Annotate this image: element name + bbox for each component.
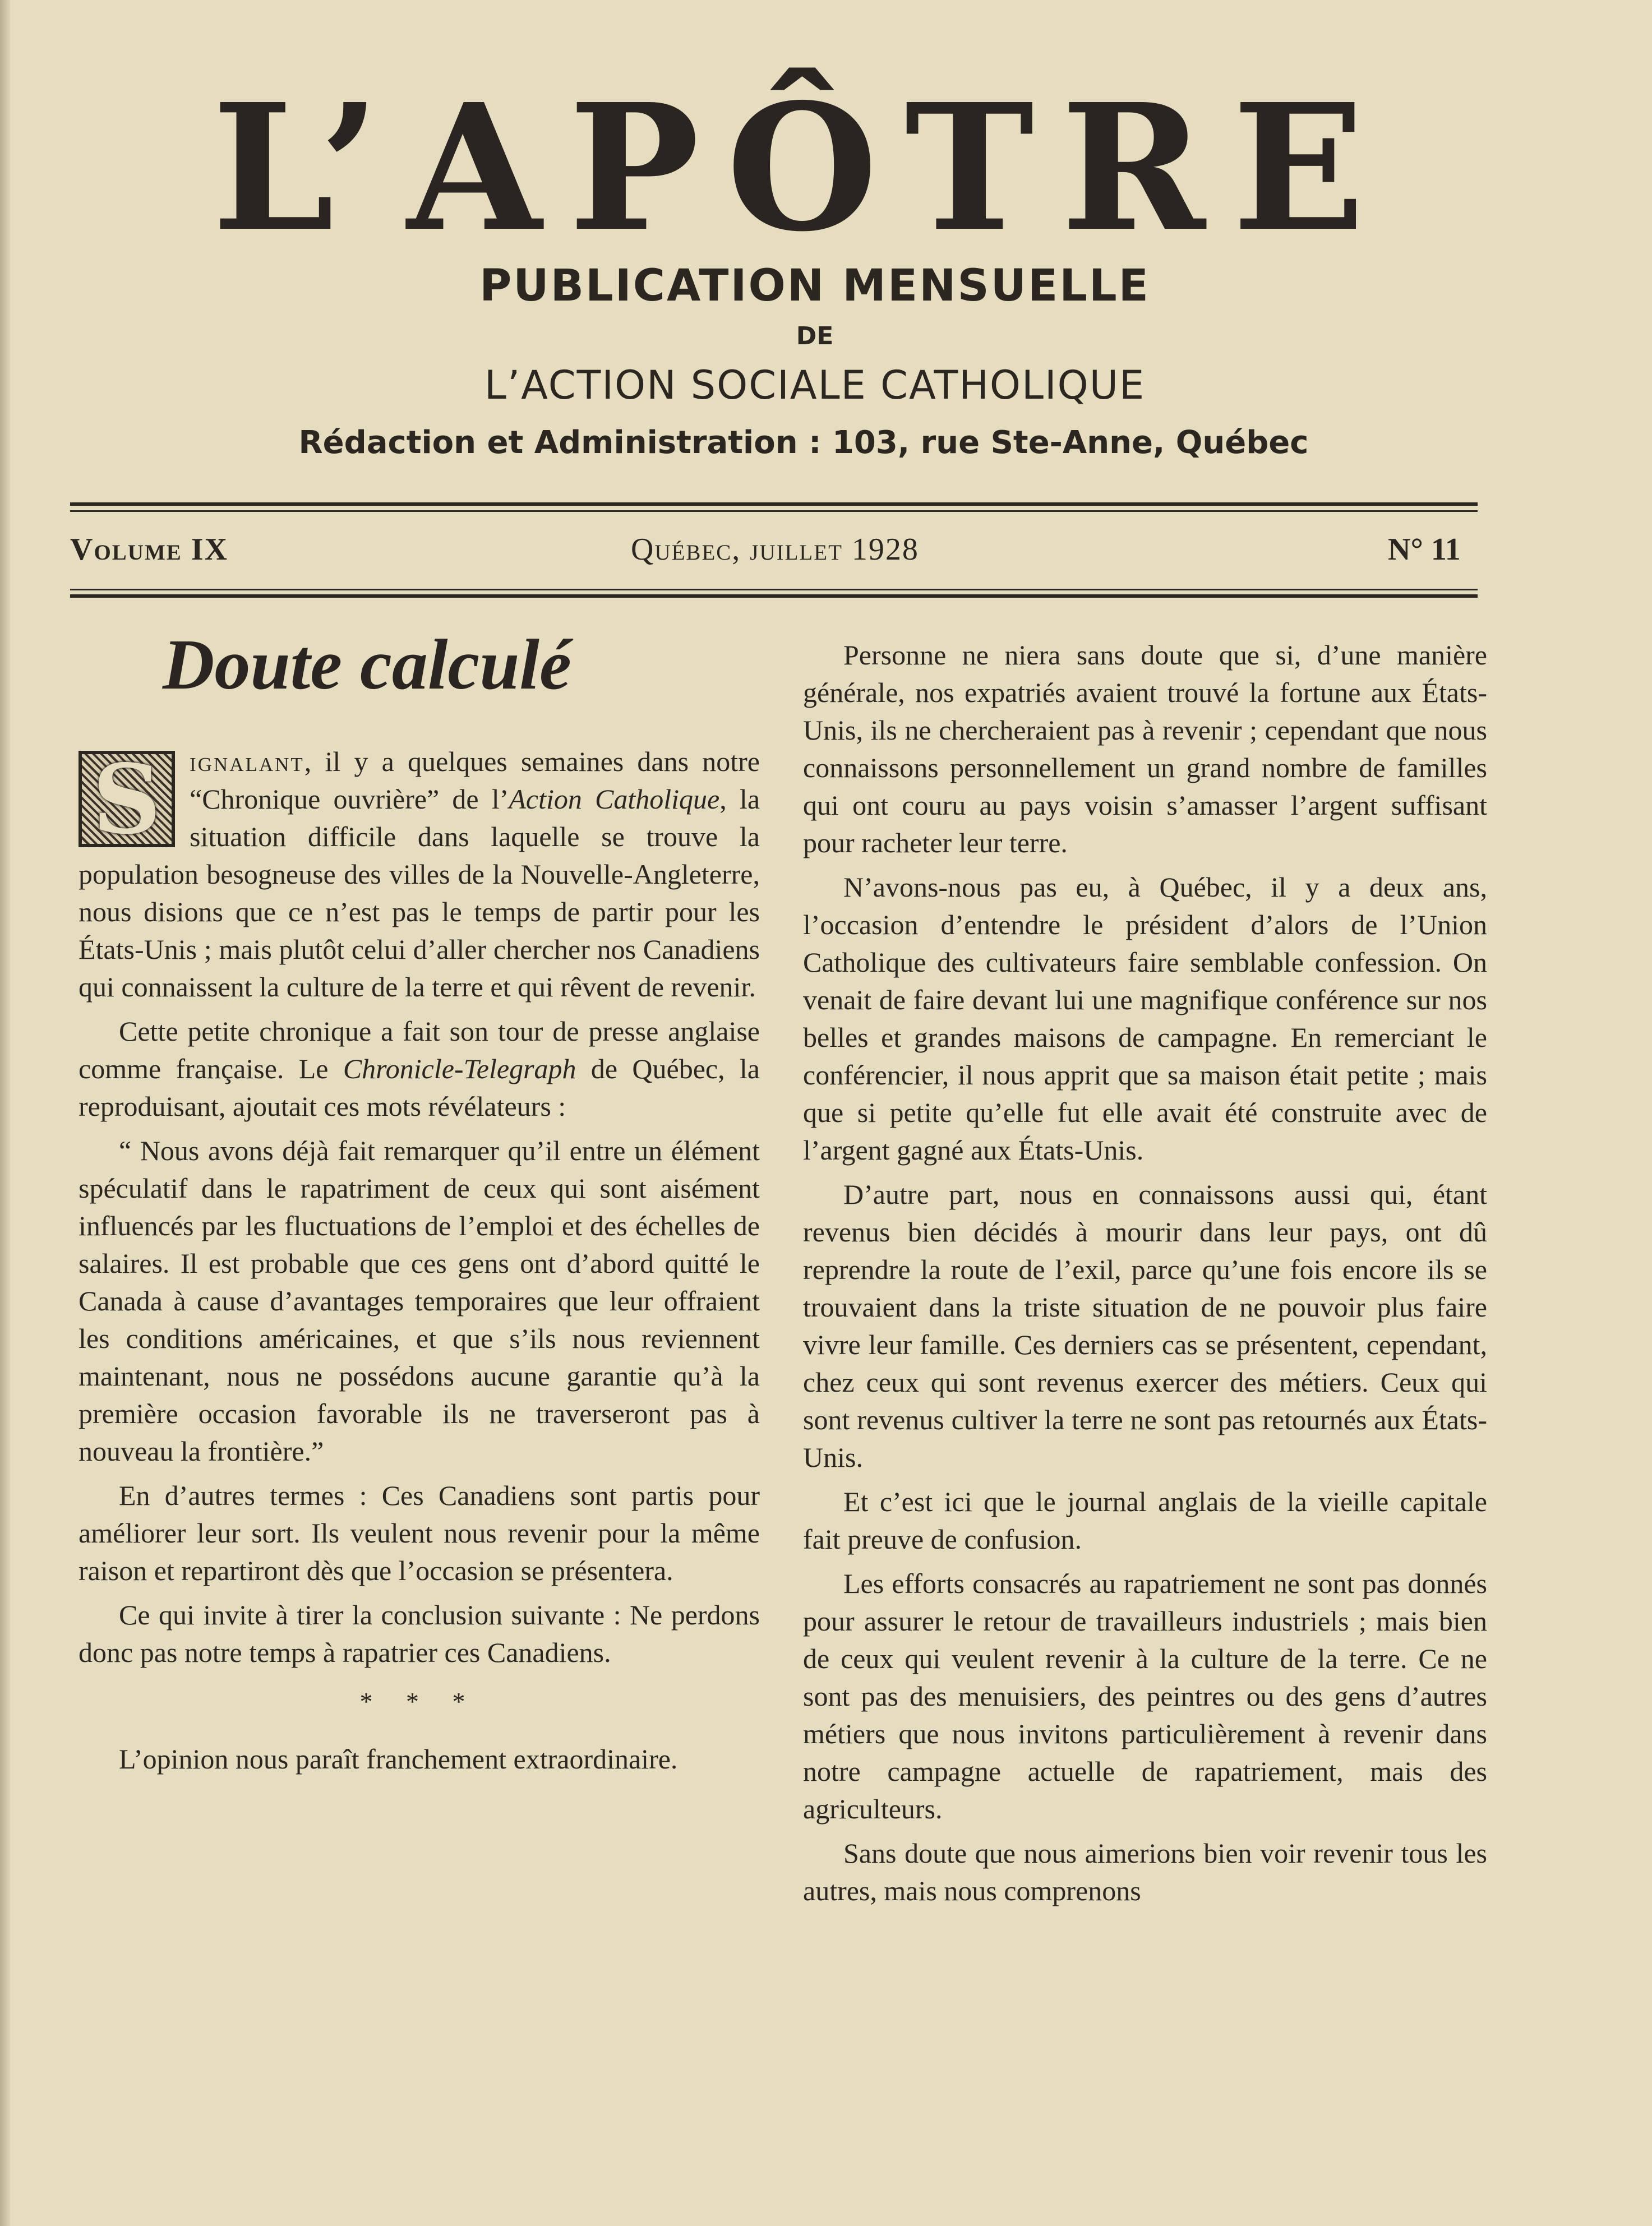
text-run: , il y a quelques semaines dans notre “Chronique ouvrière” de l’ — [190, 746, 760, 815]
paragraph: L’opinion nous paraît franchement extraordinaire. — [119, 1743, 678, 1775]
paragraph: Les efforts consacrés au rapatriement ne sont pas donnés pour assurer le retour de travailleurs industriels ; mais bien de ceux qui veulent revenir à la culture de la terre. Ce ne sont pas des menuisiers, des peintres ou des gens d’autres métiers que nous invitons particulièrement à revenir dans notre campagne actuelle de rapatriement, mais des agriculteurs. — [803, 1568, 1487, 1825]
paragraph — [79, 1013, 760, 1125]
top-rule-thick — [70, 502, 1478, 506]
volume-label: Volume IX — [70, 532, 229, 567]
paragraph — [79, 743, 760, 1006]
bottom-rule-thick — [70, 594, 1478, 598]
masthead-subtitle: PUBLICATION MENSUELLE — [479, 261, 1150, 311]
masthead-organization: L’ACTION SOCIALE CATHOLIQUE — [484, 362, 1146, 408]
issue-number: N° 11 — [1388, 532, 1461, 567]
masthead-title: L’APÔTRE — [212, 66, 1392, 270]
dropcap-letter: S — [92, 743, 161, 856]
paragraph: En d’autres termes : Ces Canadiens sont partis pour améliorer leur sort. Ils veulent nous revenir pour la même raison et repartiront dès que l’occasion se présentera. — [79, 1480, 760, 1586]
top-rule-thin — [70, 510, 1478, 512]
paragraph: Ce qui invite à tirer la conclusion suivante : Ne perdons donc pas notre temps à rapatrier ces Canadiens. — [79, 1599, 760, 1668]
text-run: de Québec, la reproduisant, ajoutait ces mots révélateurs : — [79, 1053, 760, 1122]
article-column-right — [803, 636, 1487, 1916]
ornamental-dropcap — [79, 743, 175, 856]
article-title: Doute calculé — [163, 625, 571, 704]
text-run: , la situation difficile dans laquelle se trouve la population besogneuse des villes de la Nouvelle-Angleterre, nous disions que ce n’est pas le temps de partir pour les États-Unis ; mais plutôt celui d’aller chercher nos Canadiens qui connaissent la culture de la terre et qui rêvent de revenir. — [79, 783, 760, 1003]
masthead-de: DE — [796, 322, 834, 350]
paragraph: D’autre part, nous en connaissons aussi qui, étant revenus bien décidés à mourir dans leur pays, ont dû reprendre la route de l’exil, parce qu’une fois encore ils se trouvaient dans la triste situation de ne pouvoir plus faire vivre leur famille. Ces derniers cas se présentent, cependant, chez ceux qui sont revenus exercer des métiers. Ceux qui sont revenus cultiver la terre ne sont pas retournés aux États-Unis. — [803, 1179, 1487, 1473]
italic-publication: Action Catholique — [509, 783, 720, 815]
quote-paragraph: “ Nous avons déjà fait remarquer qu’il entre un élément spéculatif dans le rapatriment de ceux qui sont aisément influencés par les fluctuations de l’emploi et des échelles de salaires. Il est probable que ces gens ont d’abord quitté le Canada à cause d’avantages temporaires que leur offraient les conditions américaines, et que s’ils nous reviennent maintenant, nous ne possédons aucune garantie qu’à la première occasion favorable ils ne traverseront pas à nouveau la frontière.” — [79, 1135, 760, 1467]
issue-date: Québec, juillet 1928 — [631, 532, 919, 567]
bottom-rule-thin — [70, 589, 1478, 590]
masthead-address: Rédaction et Administration : 103, rue Ste-Anne, Québec — [298, 424, 1309, 461]
italic-publication: Chronicle-Telegraph — [343, 1053, 576, 1084]
lead-smallcaps: ignalant — [190, 746, 304, 777]
article-column-left — [79, 743, 760, 1785]
paragraph: N’avons-nous pas eu, à Québec, il y a deux ans, l’occasion d’entendre le président d’alors de l’Union Catholique des cultivateurs faire semblable confession. On venait de faire devant lui une magnifique conférence sur nos belles et grandes maisons de campagne. En remerciant le conférencier, il nous apprit que sa maison était petite ; mais que si petite qu’elle fut elle avait été construite avec de l’argent gagné aux États-Unis. — [803, 871, 1487, 1166]
paragraph: Personne ne niera sans doute que si, d’une manière générale, nos expatriés avaient trouvé la fortune aux États-Unis, ils ne chercheraient pas à revenir ; cependant que nous connaissons personnellement un grand nombre de familles qui ont couru au pays voisin s’amasser l’argent suffisant pour racheter leur terre. — [803, 639, 1487, 858]
text-run: Cette petite chronique a fait son tour de presse anglaise comme française. Le — [79, 1015, 760, 1084]
paragraph: Sans doute que nous aimerions bien voir revenir tous les autres, mais nous comprenons — [803, 1837, 1487, 1906]
paragraph: Et c’est ici que le journal anglais de la vieille capitale fait preuve de confusion. — [803, 1486, 1487, 1555]
asterism: * * * — [359, 1687, 479, 1716]
